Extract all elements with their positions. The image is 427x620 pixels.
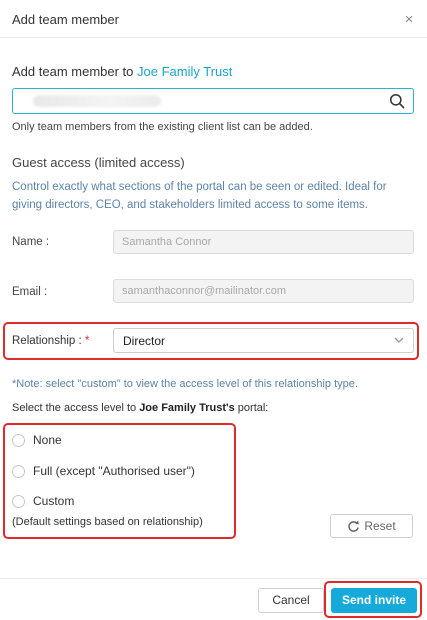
radio-option-none[interactable] [12, 432, 62, 448]
relationship-label-text: Relationship : [12, 335, 85, 347]
close-icon[interactable]: × [404, 11, 414, 28]
search-icon[interactable] [389, 93, 405, 109]
access-level-instruction [12, 402, 268, 414]
radio-option-full[interactable] [12, 463, 195, 479]
search-hint: Only team members from the existing client list can be added. [12, 121, 313, 133]
dialog-title: Add team member [12, 12, 119, 27]
dialog-header [0, 0, 427, 38]
required-mark: * [84, 335, 90, 347]
guest-access-description: Control exactly what sections of the portal can be seen or edited. Ideal for giving directors, CEO, and stakeholders limited access to some items. [12, 181, 387, 211]
reset-button[interactable] [330, 514, 413, 538]
email-field: samanthaconnor@mailinator.com [113, 279, 414, 303]
radio-label-none: None [33, 433, 62, 447]
reset-label: Reset [364, 519, 396, 533]
add-member-heading [12, 64, 232, 79]
member-search-input[interactable] [12, 88, 414, 114]
blurred-search-text [33, 95, 161, 107]
relationship-label [12, 335, 89, 347]
access-client-name: Joe Family Trust's [139, 402, 235, 414]
radio-label-custom: Custom [33, 494, 75, 508]
custom-note: *Note: select "custom" to view the access level of this relationship type. [12, 378, 358, 390]
send-invite-button[interactable]: Send invite [331, 588, 417, 613]
email-label: Email : [12, 286, 48, 298]
radio-circle[interactable] [12, 465, 25, 478]
cancel-button[interactable]: Cancel [258, 588, 324, 613]
name-field: Samantha Connor [113, 230, 414, 254]
access-prefix: Select the access level to [12, 402, 140, 414]
radio-circle[interactable] [12, 434, 25, 447]
relationship-select[interactable]: Director [113, 328, 414, 353]
client-name-link[interactable]: Joe Family Trust [137, 64, 233, 79]
footer-divider [0, 578, 427, 579]
access-suffix: portal: [234, 402, 269, 414]
radio-label-full: Full (except "Authorised user") [33, 464, 195, 478]
guest-access-title: Guest access (limited access) [12, 155, 185, 170]
default-settings-note: (Default settings based on relationship) [12, 516, 203, 528]
radio-circle[interactable] [12, 495, 25, 508]
name-label: Name : [12, 236, 50, 248]
heading-prefix: Add team member to [12, 64, 137, 79]
radio-option-custom[interactable] [12, 493, 74, 509]
refresh-icon [347, 520, 360, 533]
chevron-down-icon[interactable] [393, 334, 405, 346]
